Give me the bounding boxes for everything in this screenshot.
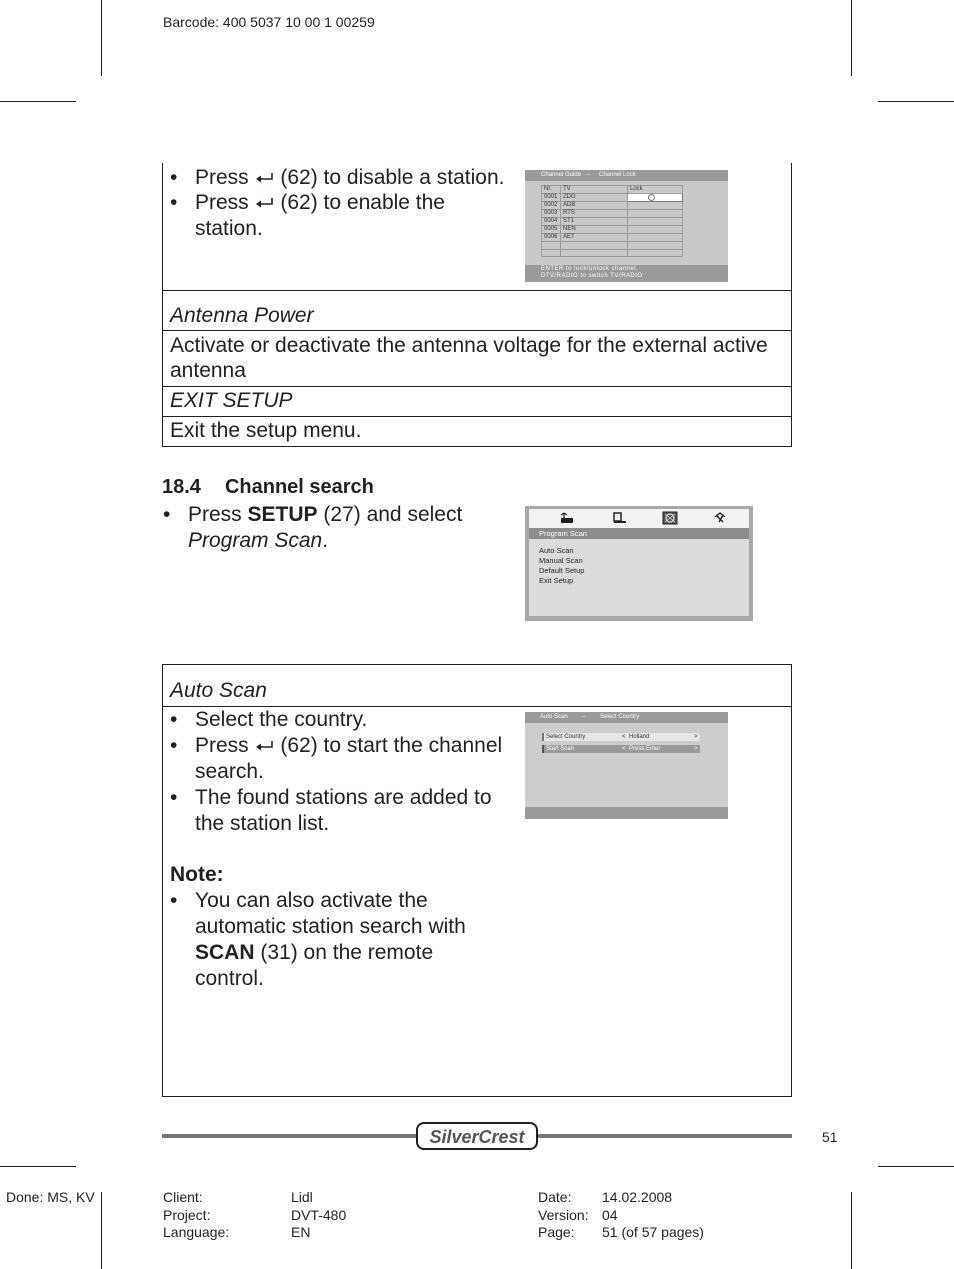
exit-setup-heading: EXIT SETUP [170,389,293,412]
arrow-icon: → [585,171,591,177]
screen-subtitle: Select Country [600,714,640,720]
footer-rule [538,1134,792,1138]
table-row[interactable]: 0006 AET [542,234,683,242]
table-divider [162,446,792,447]
screen-footer-bar [525,265,728,282]
auto-scan-heading: Auto Scan [170,679,267,702]
chevron-right-icon: > [694,734,698,740]
section-heading: 18.4 Channel search [162,476,374,498]
language-value: EN [291,1224,311,1240]
crop-mark [851,1192,852,1269]
menu-item-default-setup[interactable]: Default Setup [539,566,585,575]
client-label: Client: [163,1189,203,1205]
enter-key-icon [255,172,275,184]
chevron-right-icon: > [694,746,698,752]
antenna-setup-icon [559,512,575,524]
screen-title: Channel Guide [541,172,582,178]
table-divider [162,416,792,417]
channel-table [541,185,683,257]
table-border-left [162,163,163,447]
table-border-right [791,163,792,447]
setup-title-bar [529,528,749,539]
done-by: Done: MS, KV [6,1189,95,1205]
barcode: Barcode: 400 5037 10 00 1 00259 [163,14,375,30]
start-scan-label: Start Scan [542,745,622,753]
footer-rule [162,1134,416,1138]
table-row[interactable]: 0003 RTS [542,210,683,218]
lock-indicator-icon [648,194,655,201]
setup-icon-bar [529,509,749,528]
screen-title-bar [525,712,728,723]
arrow-icon: → [581,713,587,719]
table-divider [162,386,792,387]
screen-footer-bar [525,807,728,819]
screen-help-text: DTV/RADIO to switch TV/RADIO [541,273,643,279]
tv-setup-icon [613,512,627,524]
menu-item-exit-setup[interactable]: Exit Setup [539,576,574,585]
screen-help-text: ENTER to lock/unlock channel. [541,266,639,272]
auto-scan-screenshot [525,712,728,819]
client-value: Lidl [291,1189,313,1205]
date-label: Date: [538,1189,572,1205]
table-row[interactable]: 0005 NEN [542,226,683,234]
country-value: Holland [629,734,650,740]
column-header: Nr. [542,186,561,194]
enter-key-icon [255,740,275,752]
crop-mark [101,1192,102,1269]
table-row[interactable]: 0001 ZDG [542,194,683,202]
version-label: Version: [538,1207,589,1223]
menu-item-manual-scan[interactable]: Manual Scan [539,556,583,565]
screen-subtitle: Channel Lock [599,172,636,178]
project-label: Project: [163,1207,211,1223]
crop-mark [851,0,852,76]
setup-menu-list [529,539,749,616]
column-header: TV [561,186,628,194]
page-number: 51 [822,1129,838,1145]
table-divider [162,330,792,331]
table-divider [162,290,792,291]
exit-setup-desc: Exit the setup menu. [170,419,362,442]
start-scan-button[interactable] [620,745,700,753]
date-value: 14.02.2008 [602,1189,673,1205]
press-enter-text: Press Enter [629,746,661,752]
setup-menu-screenshot [525,506,753,621]
chevron-left-icon: < [622,734,626,740]
page-value: 51 (of 57 pages) [602,1224,704,1240]
table-row[interactable]: 0004 ST1 [542,218,683,226]
menu-item-auto-scan[interactable]: Auto Scan [539,546,574,555]
column-header: Lock [628,186,683,194]
table-row[interactable]: 0002 ADB [542,202,683,210]
version-value: 04 [602,1207,618,1223]
crop-mark [0,101,76,102]
note-label: Note: [170,863,224,886]
country-selector[interactable] [620,733,700,741]
setup-title: Program Scan [539,529,587,538]
screen-title-bar [525,170,728,181]
project-value: DVT-480 [291,1207,347,1223]
crop-mark [878,1166,954,1167]
enter-key-icon [255,197,275,209]
chevron-left-icon: < [622,746,626,752]
silvercrest-logo: SilverCrest [416,1122,538,1150]
page-label: Page: [538,1224,575,1240]
antenna-power-desc: antenna [170,359,246,382]
crop-mark [101,0,102,76]
channel-lock-screenshot [525,170,728,282]
language-label: Language: [163,1224,230,1240]
crop-mark [0,1166,76,1167]
scan-setup-icon [662,511,678,525]
select-country-label: Select Country [542,733,622,741]
crop-mark [878,101,954,102]
antenna-power-desc: Activate or deactivate the antenna voltage for the external active [170,334,768,357]
antenna-power-heading: Antenna Power [170,304,314,327]
tools-setup-icon [713,512,727,524]
screen-title: Auto Scan [540,714,568,720]
